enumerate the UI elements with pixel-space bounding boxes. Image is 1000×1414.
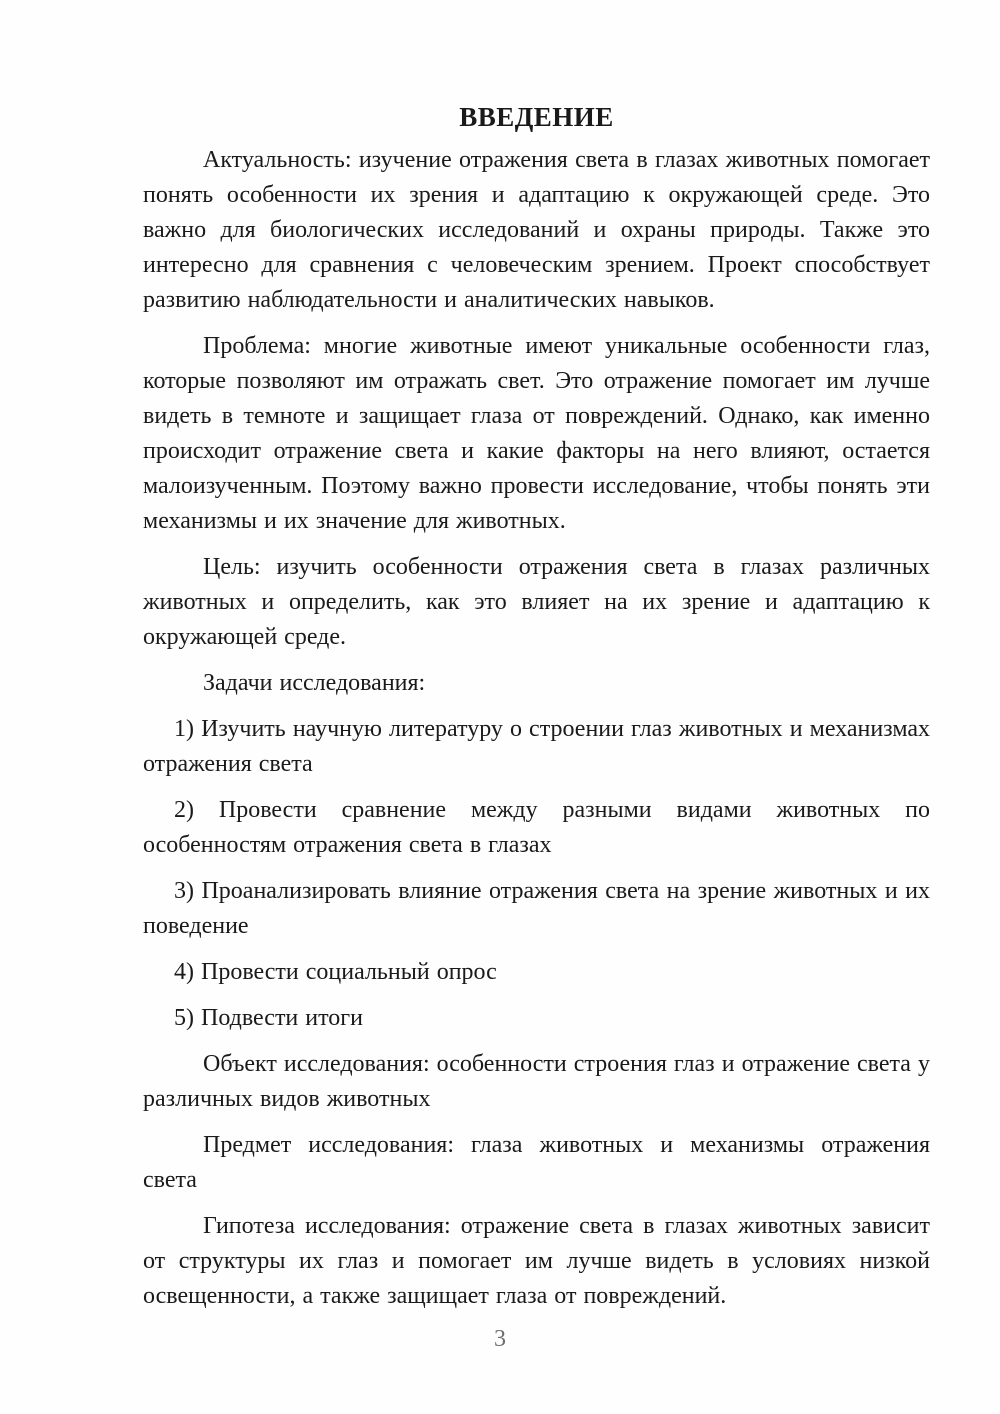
paragraph-goal: Цель: изучить особенности отражения света в глазах различных животных и определить, как это влияет на их зрение и адаптацию к окружающей среде. xyxy=(143,554,930,650)
task-item-4: 4) Провести социальный опрос xyxy=(174,959,497,985)
paragraph-subject: Предмет исследования: глаза животных и механизмы отражения света xyxy=(143,1132,930,1193)
paragraph-problem: Проблема: многие животные имеют уникальные особенности глаз, которые позволяют им отражать свет. Это отражение помогает им лучше видеть в темноте и защищает глаза от повреждений. Однако, как именно происходит отражение света и какие факторы на него влияют, остается малоизученным. Поэтому важно провести исследование, чтобы понять эти механизмы и их значение для животных. xyxy=(143,333,930,534)
page-number: 3 xyxy=(494,1326,506,1352)
task-item-2: 2) Провести сравнение между разными видами животных по особенностям отражения света в глазах xyxy=(143,797,930,858)
document-content xyxy=(143,100,930,1325)
paragraph-object: Объект исследования: особенности строения глаз и отражение света у различных видов животных xyxy=(143,1051,930,1112)
task-item-3: 3) Проанализировать влияние отражения света на зрение животных и их поведение xyxy=(143,878,930,939)
task-item-1: 1) Изучить научную литературу о строении глаз животных и механизмах отражения света xyxy=(143,716,930,777)
task-item-5: 5) Подвести итоги xyxy=(174,1005,363,1031)
paragraph-hypothesis: Гипотеза исследования: отражение света в глазах животных зависит от структуры их глаз и помогает им лучше видеть в условиях низкой освещенности, а также защищает глаза от повреждений. xyxy=(143,1213,930,1309)
paragraph-tasks-heading: Задачи исследования: xyxy=(203,670,426,696)
paragraph-actuality: Актуальность: изучение отражения света в глазах животных помогает понять особенности их зрения и адаптацию к окружающей среде. Это важно для биологических исследований и охраны природы. Также это интересно для сравнения с человеческим зрением. Проект способствует развитию наблюдательности и аналитических навыков. xyxy=(143,147,930,313)
page-title: ВВЕДЕНИЕ xyxy=(459,102,614,132)
